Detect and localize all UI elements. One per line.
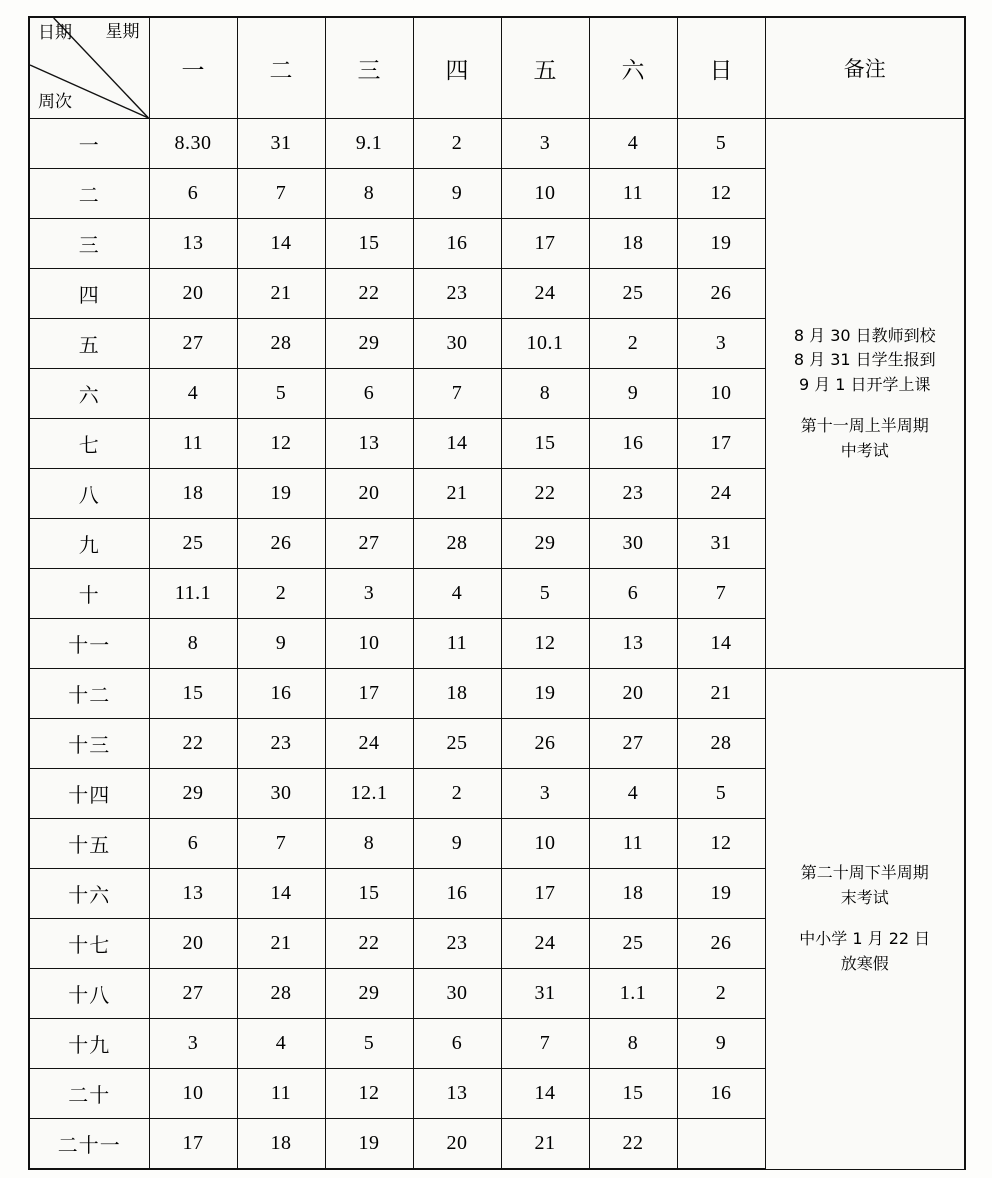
date-cell: 4 (589, 769, 677, 819)
notes-line: 中小学 1 月 22 日 (799, 928, 931, 948)
date-cell: 23 (413, 919, 501, 969)
date-cell: 22 (589, 1119, 677, 1170)
date-cell: 25 (413, 719, 501, 769)
date-cell: 20 (413, 1119, 501, 1170)
date-cell: 6 (149, 169, 237, 219)
date-cell: 6 (413, 1019, 501, 1069)
date-cell: 9 (589, 369, 677, 419)
date-cell: 5 (501, 569, 589, 619)
notes-block (766, 324, 965, 464)
date-cell: 9.1 (325, 119, 413, 169)
weekday-header-5: 五 (501, 17, 589, 119)
notes-line: 第十一周上半周期 (800, 415, 929, 435)
date-cell: 8 (589, 1019, 677, 1069)
notes-line: 8 月 31 日学生报到 (793, 350, 936, 370)
date-cell: 25 (589, 269, 677, 319)
date-cell: 13 (325, 419, 413, 469)
week-number-cell: 一 (29, 119, 149, 169)
date-cell: 28 (413, 519, 501, 569)
notes-line: 末考试 (840, 887, 889, 907)
date-cell: 7 (501, 1019, 589, 1069)
notes-line: 第二十周下半周期 (800, 863, 929, 883)
school-calendar-table (28, 16, 966, 1170)
table-header-row (29, 17, 965, 119)
weekday-header-2: 二 (237, 17, 325, 119)
date-cell: 3 (325, 569, 413, 619)
date-cell: 10 (677, 369, 765, 419)
date-cell: 4 (589, 119, 677, 169)
date-cell: 2 (237, 569, 325, 619)
date-cell: 21 (237, 919, 325, 969)
date-cell: 9 (237, 619, 325, 669)
date-cell: 16 (237, 669, 325, 719)
date-cell: 12 (501, 619, 589, 669)
date-cell: 15 (589, 1069, 677, 1119)
date-cell: 31 (237, 119, 325, 169)
date-cell: 5 (677, 119, 765, 169)
date-cell: 5 (677, 769, 765, 819)
date-cell: 9 (413, 169, 501, 219)
date-cell: 20 (589, 669, 677, 719)
date-cell: 28 (677, 719, 765, 769)
date-cell: 27 (589, 719, 677, 769)
date-cell: 14 (501, 1069, 589, 1119)
date-cell: 13 (413, 1069, 501, 1119)
date-cell: 2 (413, 769, 501, 819)
date-cell: 26 (501, 719, 589, 769)
date-cell: 10 (501, 169, 589, 219)
date-cell: 14 (237, 869, 325, 919)
date-cell: 17 (149, 1119, 237, 1170)
notes-line: 8 月 30 日教师到校 (793, 325, 936, 345)
date-cell: 20 (149, 919, 237, 969)
date-cell: 8 (325, 169, 413, 219)
date-cell: 30 (237, 769, 325, 819)
date-cell: 11 (589, 169, 677, 219)
date-cell: 23 (413, 269, 501, 319)
corner-weekday-label: 星期 (105, 22, 140, 42)
week-number-cell: 十一 (29, 619, 149, 669)
date-cell: 22 (325, 919, 413, 969)
date-cell: 3 (501, 769, 589, 819)
date-cell: 2 (413, 119, 501, 169)
date-cell: 10 (325, 619, 413, 669)
date-cell: 18 (237, 1119, 325, 1170)
date-cell: 26 (677, 269, 765, 319)
notes-spacer (766, 398, 965, 414)
date-cell (677, 1119, 765, 1170)
date-cell: 12 (677, 169, 765, 219)
date-cell: 17 (677, 419, 765, 469)
date-cell: 21 (501, 1119, 589, 1170)
date-cell: 12 (237, 419, 325, 469)
notes-line: 放寒假 (840, 953, 889, 973)
date-cell: 3 (677, 319, 765, 369)
corner-header-cell (29, 17, 149, 119)
date-cell: 26 (237, 519, 325, 569)
weekday-header-1: 一 (149, 17, 237, 119)
week-number-cell: 十三 (29, 719, 149, 769)
date-cell: 18 (149, 469, 237, 519)
date-cell: 27 (149, 969, 237, 1019)
week-number-cell: 三 (29, 219, 149, 269)
date-cell: 28 (237, 969, 325, 1019)
week-number-cell: 九 (29, 519, 149, 569)
date-cell: 23 (589, 469, 677, 519)
date-cell: 2 (589, 319, 677, 369)
table-row (29, 669, 965, 719)
date-cell: 6 (149, 819, 237, 869)
weekday-header-6: 六 (589, 17, 677, 119)
week-number-cell: 十六 (29, 869, 149, 919)
date-cell: 15 (325, 219, 413, 269)
week-number-cell: 四 (29, 269, 149, 319)
notes-cell (765, 669, 965, 1170)
date-cell: 20 (325, 469, 413, 519)
week-number-cell: 十 (29, 569, 149, 619)
date-cell: 25 (149, 519, 237, 569)
date-cell: 6 (589, 569, 677, 619)
date-cell: 13 (589, 619, 677, 669)
date-cell: 6 (325, 369, 413, 419)
date-cell: 18 (413, 669, 501, 719)
notes-block (766, 861, 965, 976)
date-cell: 11.1 (149, 569, 237, 619)
table-row (29, 119, 965, 169)
date-cell: 21 (677, 669, 765, 719)
date-cell: 9 (677, 1019, 765, 1069)
date-cell: 16 (413, 869, 501, 919)
date-cell: 20 (149, 269, 237, 319)
date-cell: 19 (677, 869, 765, 919)
date-cell: 11 (589, 819, 677, 869)
week-number-cell: 十二 (29, 669, 149, 719)
weekday-header-7: 日 (677, 17, 765, 119)
week-number-cell: 十七 (29, 919, 149, 969)
date-cell: 13 (149, 869, 237, 919)
week-number-cell: 二十 (29, 1069, 149, 1119)
date-cell: 19 (677, 219, 765, 269)
date-cell: 21 (413, 469, 501, 519)
date-cell: 17 (501, 219, 589, 269)
date-cell: 8 (501, 369, 589, 419)
date-cell: 29 (149, 769, 237, 819)
date-cell: 31 (677, 519, 765, 569)
week-number-cell: 十五 (29, 819, 149, 869)
date-cell: 31 (501, 969, 589, 1019)
week-number-cell: 二 (29, 169, 149, 219)
date-cell: 7 (413, 369, 501, 419)
date-cell: 23 (237, 719, 325, 769)
date-cell: 11 (149, 419, 237, 469)
date-cell: 21 (237, 269, 325, 319)
date-cell: 13 (149, 219, 237, 269)
notes-line: 9 月 1 日开学上课 (798, 375, 931, 395)
date-cell: 28 (237, 319, 325, 369)
date-cell: 15 (501, 419, 589, 469)
date-cell: 27 (149, 319, 237, 369)
notes-cell (765, 119, 965, 669)
date-cell: 9 (413, 819, 501, 869)
date-cell: 27 (325, 519, 413, 569)
date-cell: 7 (677, 569, 765, 619)
date-cell: 22 (501, 469, 589, 519)
date-cell: 22 (325, 269, 413, 319)
date-cell: 14 (677, 619, 765, 669)
week-number-cell: 十八 (29, 969, 149, 1019)
date-cell: 10 (501, 819, 589, 869)
date-cell: 5 (237, 369, 325, 419)
date-cell: 17 (501, 869, 589, 919)
date-cell: 4 (237, 1019, 325, 1069)
date-cell: 7 (237, 169, 325, 219)
notes-line: 中考试 (840, 440, 889, 460)
notes-spacer (766, 911, 965, 927)
date-cell: 16 (589, 419, 677, 469)
date-cell: 19 (501, 669, 589, 719)
notes-header: 备注 (765, 17, 965, 119)
weekday-header-4: 四 (413, 17, 501, 119)
date-cell: 11 (413, 619, 501, 669)
date-cell: 18 (589, 219, 677, 269)
date-cell: 24 (677, 469, 765, 519)
date-cell: 12.1 (325, 769, 413, 819)
week-number-cell: 八 (29, 469, 149, 519)
date-cell: 8 (325, 819, 413, 869)
date-cell: 15 (149, 669, 237, 719)
date-cell: 19 (325, 1119, 413, 1170)
week-number-cell: 七 (29, 419, 149, 469)
date-cell: 3 (501, 119, 589, 169)
date-cell: 14 (413, 419, 501, 469)
date-cell: 12 (325, 1069, 413, 1119)
date-cell: 5 (325, 1019, 413, 1069)
week-number-cell: 二十一 (29, 1119, 149, 1170)
date-cell: 24 (501, 919, 589, 969)
weekday-header-3: 三 (325, 17, 413, 119)
date-cell: 18 (589, 869, 677, 919)
date-cell: 24 (501, 269, 589, 319)
date-cell: 4 (149, 369, 237, 419)
date-cell: 29 (501, 519, 589, 569)
date-cell: 26 (677, 919, 765, 969)
date-cell: 19 (237, 469, 325, 519)
date-cell: 25 (589, 919, 677, 969)
corner-weeknum-label: 周次 (38, 92, 72, 113)
date-cell: 15 (325, 869, 413, 919)
date-cell: 8.30 (149, 119, 237, 169)
week-number-cell: 十九 (29, 1019, 149, 1069)
week-number-cell: 五 (29, 319, 149, 369)
date-cell: 10.1 (501, 319, 589, 369)
date-cell: 22 (149, 719, 237, 769)
date-cell: 16 (413, 219, 501, 269)
date-cell: 8 (149, 619, 237, 669)
date-cell: 4 (413, 569, 501, 619)
corner-date-label: 日期 (38, 23, 72, 43)
date-cell: 10 (149, 1069, 237, 1119)
date-cell: 7 (237, 819, 325, 869)
date-cell: 2 (677, 969, 765, 1019)
date-cell: 12 (677, 819, 765, 869)
date-cell: 29 (325, 319, 413, 369)
week-number-cell: 六 (29, 369, 149, 419)
date-cell: 29 (325, 969, 413, 1019)
date-cell: 11 (237, 1069, 325, 1119)
date-cell: 14 (237, 219, 325, 269)
week-number-cell: 十四 (29, 769, 149, 819)
date-cell: 1.1 (589, 969, 677, 1019)
date-cell: 30 (413, 969, 501, 1019)
date-cell: 17 (325, 669, 413, 719)
date-cell: 30 (413, 319, 501, 369)
date-cell: 24 (325, 719, 413, 769)
date-cell: 3 (149, 1019, 237, 1069)
date-cell: 16 (677, 1069, 765, 1119)
date-cell: 30 (589, 519, 677, 569)
